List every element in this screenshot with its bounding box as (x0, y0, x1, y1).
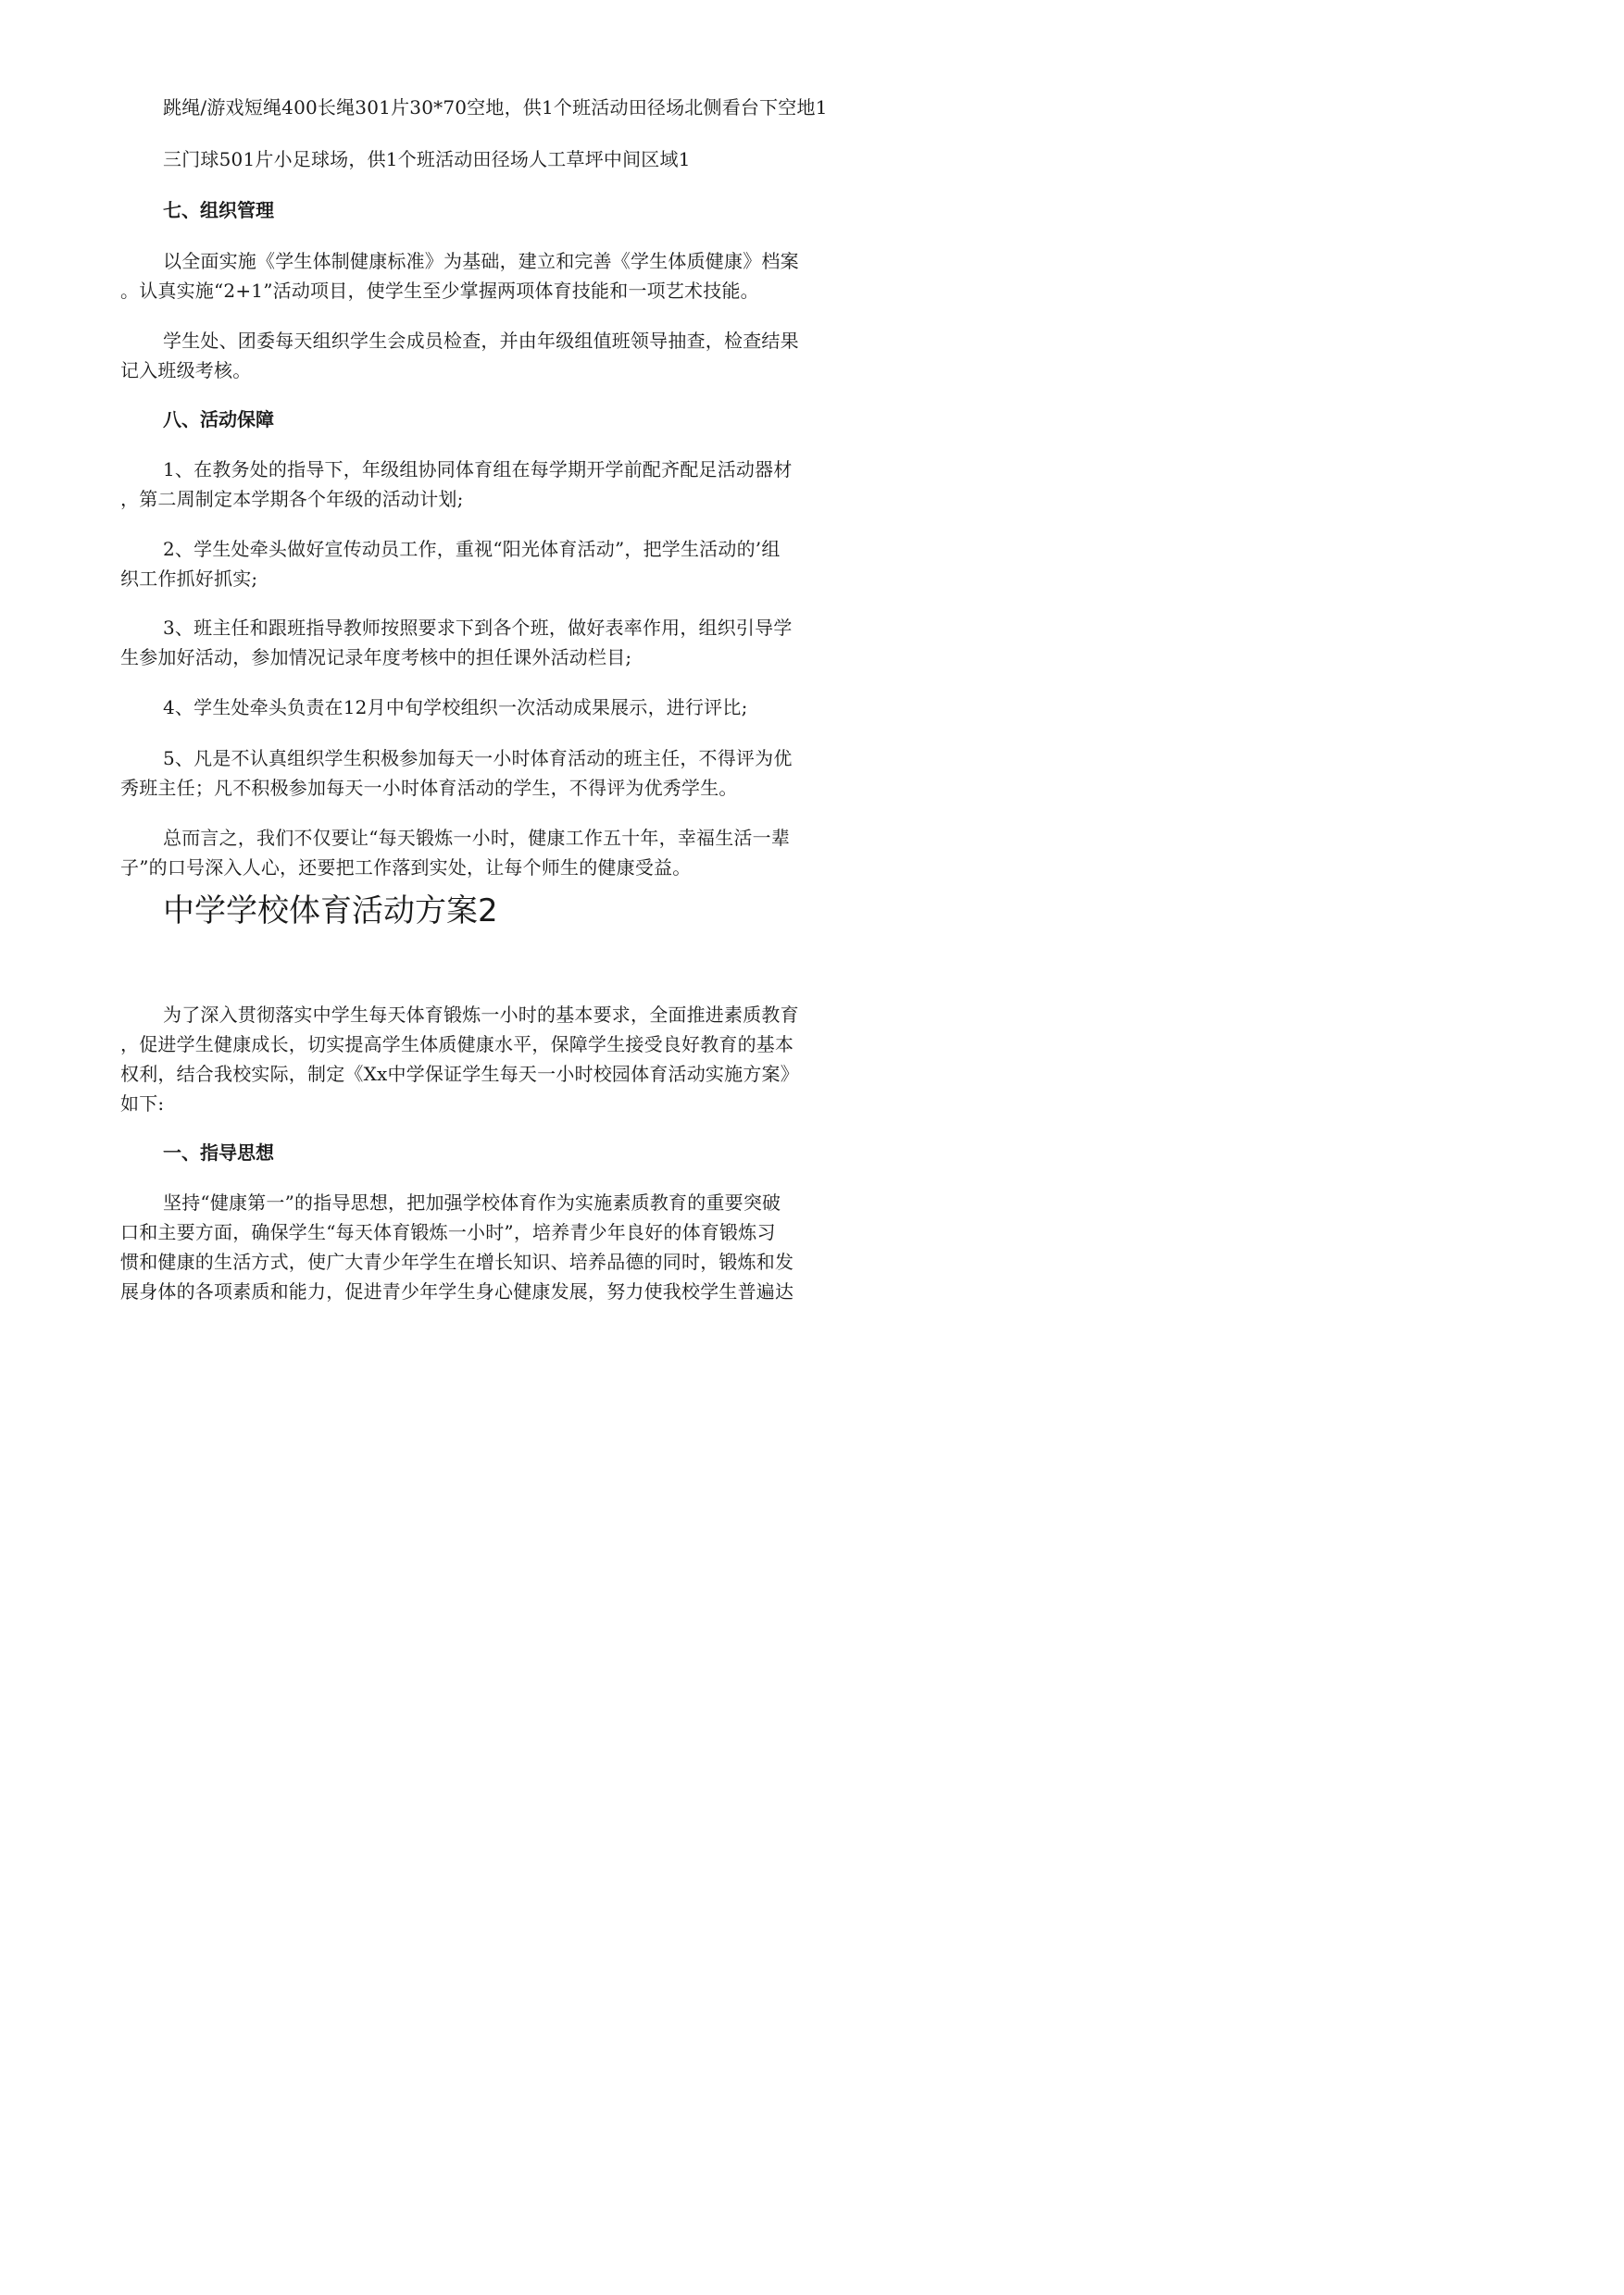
paragraph-ball-venue: 三门球501片小足球场，供1个班活动田径场人工草坪中间区域1 (163, 148, 691, 170)
paragraph-line: 为了深入贯彻落实中学生每天体育锻炼一小时的基本要求，全面推进素质教育 (163, 1004, 799, 1026)
paragraph-line: 5、凡是不认真组织学生积极参加每天一小时体育活动的班主任，不得评为优 (163, 747, 793, 769)
paragraph-line: 子”的口号深入人心，还要把工作落到实处，让每个师生的健康受益。 (120, 856, 692, 879)
paragraph-line: 织工作抓好抓实; (120, 568, 258, 590)
paragraph-line: 权利，结合我校实际，制定《Xx中学保证学生每天一小时校园体育活动实施方案》 (120, 1063, 799, 1085)
paragraph-rope-venue: 跳绳/游戏短绳400长绳301片30*70空地，供1个班活动田径场北侧看台下空地1 (163, 96, 828, 118)
section-heading-7: 七、组织管理 (163, 199, 274, 221)
paragraph-line: 如下: (120, 1092, 165, 1115)
paragraph-line: 惯和健康的生活方式，使广大青少年学生在增长知识、培养品德的同时，锻炼和发 (120, 1251, 794, 1273)
section-heading-1: 一、指导思想 (163, 1141, 274, 1164)
paragraph-line: 记入班级考核。 (120, 359, 252, 381)
paragraph-line: 以全面实施《学生体制健康标准》为基础，建立和完善《学生体质健康》档案 (163, 250, 799, 272)
paragraph-line: 展身体的各项素质和能力，促进青少年学生身心健康发展，努力使我校学生普遍达 (120, 1280, 794, 1303)
paragraph-line: 生参加好活动，参加情况记录年度考核中的担任课外活动栏目; (120, 646, 632, 668)
paragraph-line: 口和主要方面，确保学生“每天体育锻炼一小时”，培养青少年良好的体育锻炼习 (120, 1221, 776, 1243)
document-page (0, 0, 1020, 1442)
paragraph-line: 1、在教务处的指导下，年级组协同体育组在每学期开学前配齐配足活动器材 (163, 458, 793, 480)
section-heading-8: 八、活动保障 (163, 408, 274, 430)
paragraph-line: 秀班主任；凡不积极参加每天一小时体育活动的学生，不得评为优秀学生。 (120, 777, 738, 799)
paragraph-line: 总而言之，我们不仅要让“每天锻炼一小时，健康工作五十年，幸福生活一辈 (163, 827, 791, 849)
paragraph-line: 3、班主任和跟班指导教师按照要求下到各个班，做好表率作用，组织引导学 (163, 617, 793, 639)
paragraph-line: 。认真实施“2+1”活动项目，使学生至少掌握两项体育技能和一项艺术技能。 (120, 280, 759, 302)
document-title: 中学学校体育活动方案2 (163, 892, 498, 929)
paragraph-line: 2、学生处牵头做好宣传动员工作，重视“阳光体育活动”，把学生活动的’组 (163, 538, 781, 560)
paragraph-line: ，第二周制定本学期各个年级的活动计划; (120, 488, 464, 510)
paragraph-line: 4、学生处牵头负责在12月中旬学校组织一次活动成果展示，进行评比; (163, 696, 748, 718)
paragraph-line: 坚持“健康第一”的指导思想，把加强学校体育作为实施素质教育的重要突破 (163, 1191, 781, 1214)
paragraph-line: ，促进学生健康成长，切实提高学生体质健康水平，保障学生接受良好教育的基本 (120, 1033, 794, 1055)
paragraph-line: 学生处、团委每天组织学生会成员检查，并由年级组值班领导抽查，检查结果 (163, 330, 799, 352)
